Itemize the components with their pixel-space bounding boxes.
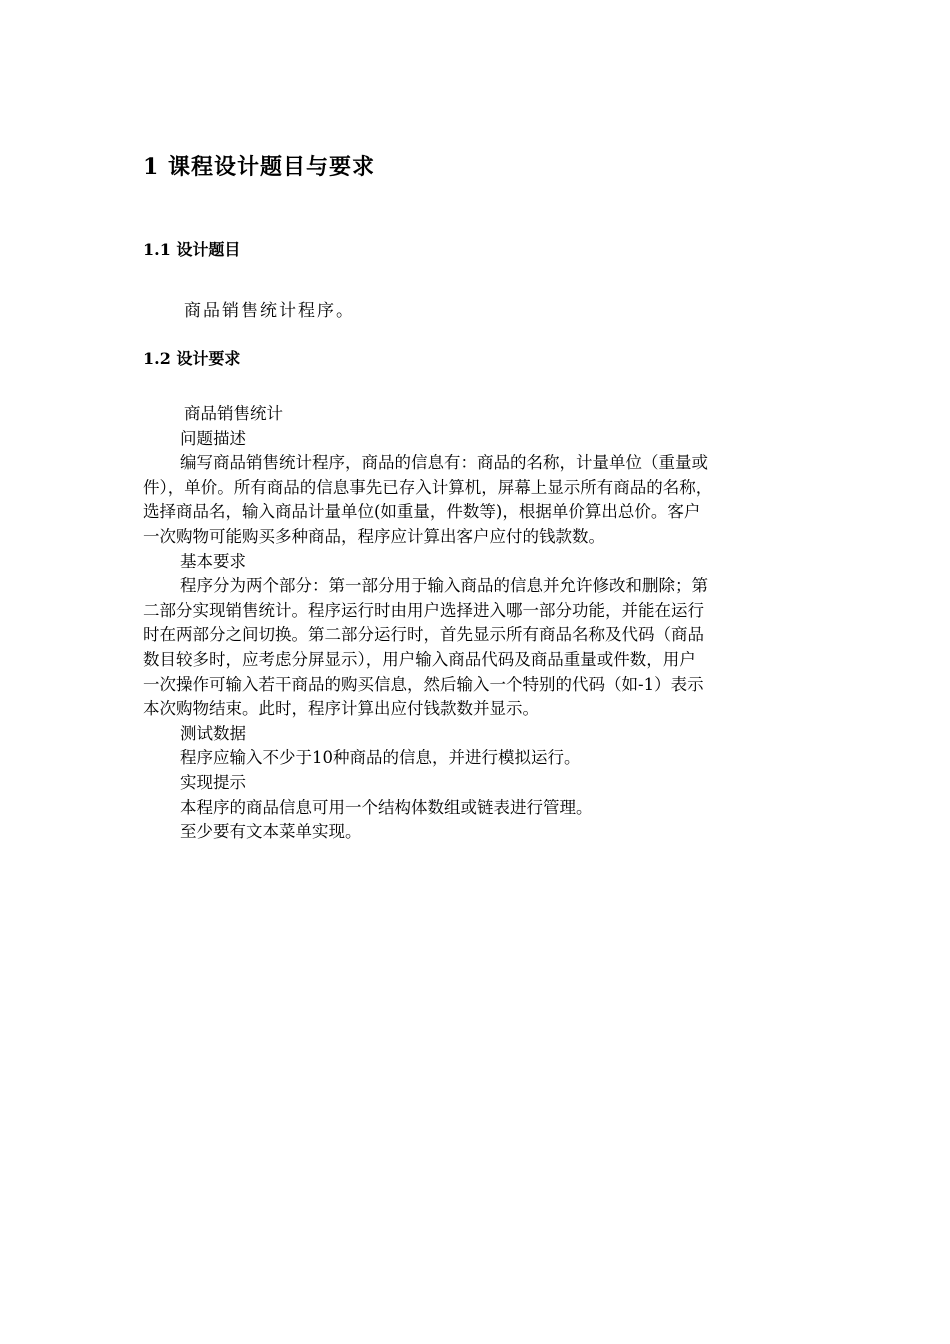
paragraph-line: 时在两部分之间切换。第二部分运行时，首先显示所有商品名称及代码（商品 <box>143 625 704 645</box>
paragraph-line: 本程序的商品信息可用一个结构体数组或链表进行管理。 <box>180 797 593 817</box>
subheading-implementation-hints: 实现提示 <box>180 772 246 792</box>
paragraph-line: 数目较多时，应考虑分屏显示），用户输入商品代码及商品重量或件数，用户 <box>143 649 696 669</box>
subheading-sales-statistics: 商品销售统计 <box>184 404 283 423</box>
subheading-problem-description: 问题描述 <box>180 428 246 448</box>
paragraph-line: 一次操作可输入若干商品的购买信息，然后输入一个特别的代码（如-1）表示 <box>143 674 704 694</box>
paragraph-line: 一次购物可能购买多种商品，程序应计算出客户应付的钱款数。 <box>143 526 605 546</box>
subheading-basic-requirements: 基本要求 <box>180 551 246 571</box>
chapter-heading: 1 课程设计题目与要求 <box>143 154 375 180</box>
paragraph-line: 选择商品名，输入商品计量单位(如重量，件数等)，根据单价算出总价。客户 <box>143 502 701 522</box>
paragraph-line: 件），单价。所有商品的信息事先已存入计算机，屏幕上显示所有商品的名称， <box>143 477 713 497</box>
requirements-body <box>143 402 813 845</box>
paragraph-line: 程序分为两个部分：第一部分用于输入商品的信息并允许修改和删除；第 <box>180 576 708 596</box>
design-topic-text: 商品销售统计程序。 <box>184 301 355 321</box>
paragraph-line: 编写商品销售统计程序，商品的信息有：商品的名称，计量单位（重量或 <box>180 453 708 473</box>
paragraph-line: 至少要有文本菜单实现。 <box>180 822 362 842</box>
paragraph-line: 本次购物结束。此时，程序计算出应付钱款数并显示。 <box>143 699 539 719</box>
section-heading-design-topic: 1.1 设计题目 <box>143 240 241 259</box>
paragraph-line: 二部分实现销售统计。程序运行时由用户选择进入哪一部分功能，并能在运行 <box>143 600 704 620</box>
paragraph-line: 程序应输入不少于10种商品的信息，并进行模拟运行。 <box>180 748 581 768</box>
subheading-test-data: 测试数据 <box>180 723 246 743</box>
section-heading-design-requirements: 1.2 设计要求 <box>143 349 241 368</box>
